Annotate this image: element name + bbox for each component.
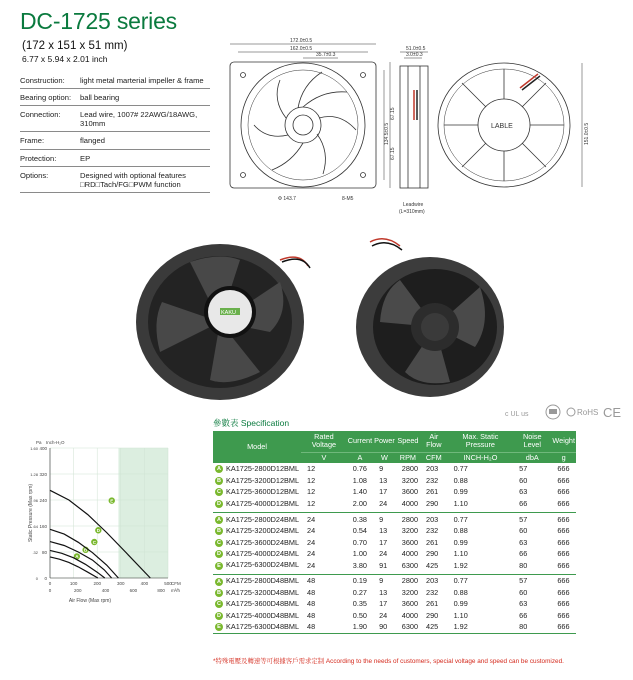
cell-w: 24 (379, 610, 388, 620)
column-unit: A (347, 452, 373, 463)
table-row (213, 598, 576, 609)
cell-w: 13 (379, 526, 388, 536)
column-unit: CFM (420, 452, 448, 463)
cell-v: 12 (307, 487, 316, 497)
curve-badge: E (215, 623, 223, 631)
cell-g: 666 (557, 549, 570, 559)
cell-cfm: 203 (426, 514, 439, 524)
cell-v: 12 (307, 464, 316, 474)
product-photos (130, 232, 510, 412)
y-tick-label: 160 (39, 524, 47, 529)
dimensions-inch: 6.77 x 5.94 x 2.01 inch (22, 54, 108, 64)
x-tick-label-m3h: 200 (74, 588, 82, 593)
cell-p: 0.77 (453, 514, 468, 524)
fan-photo-front (136, 244, 310, 400)
spec-value: light metal marterial impeller & frame (80, 72, 210, 89)
dim-m5: 8-M5 (342, 196, 354, 202)
cell-a: 1.08 (352, 475, 367, 485)
table-row (213, 621, 576, 633)
certification-marks (505, 402, 625, 422)
model-cell (213, 598, 301, 609)
cell-cfm: 290 (426, 549, 439, 559)
y-tick-label-inch: .64 (32, 524, 38, 529)
cell-cfm: 232 (426, 587, 439, 597)
cell-w: 9 (379, 464, 384, 474)
cell-a: 0.54 (352, 526, 367, 536)
cell-w: 9 (379, 576, 384, 586)
cell-w: 13 (379, 587, 388, 597)
curve-badge: D (215, 550, 223, 558)
spec-key: Options: (20, 166, 80, 192)
cell-g: 666 (557, 560, 570, 570)
cell-w: 17 (379, 487, 388, 497)
cell-cfm: 203 (426, 464, 439, 474)
cell-db: 60 (519, 475, 528, 485)
ce-mark-icon (603, 405, 621, 420)
cell-rpm: 3200 (401, 475, 419, 485)
model-cell (213, 559, 301, 570)
model-name: KA1725-3200D48BML (226, 587, 300, 597)
leadwire-label: Leadwire (403, 202, 424, 208)
cell-w: 17 (379, 537, 388, 547)
cell-rpm: 2800 (401, 464, 419, 474)
cell-cfm: 261 (426, 537, 439, 547)
model-cell (213, 498, 301, 509)
model-name: KA1725-3600D24BML (226, 537, 300, 547)
spec-key: Bearing option: (20, 89, 80, 106)
cell-g: 666 (557, 464, 570, 474)
model-name: KA1725-3200D12BML (226, 475, 300, 485)
x-unit-cfm: CFM (171, 581, 181, 586)
table-row (213, 559, 576, 570)
cell-rpm: 3600 (401, 537, 419, 547)
y-tick-label: 80 (41, 550, 47, 555)
x-tick-label: 200 (93, 581, 101, 586)
cell-p: 1.10 (453, 549, 468, 559)
column-header: Max. Static Pressure (448, 431, 514, 452)
cell-g: 666 (557, 487, 570, 497)
cell-a: 1.00 (352, 549, 367, 559)
cell-p: 0.88 (453, 587, 468, 597)
cell-p: 1.92 (448, 621, 514, 633)
cell-g: 666 (557, 498, 570, 508)
cell-rpm: 3600 (401, 487, 419, 497)
model-name: KA1725-4000D48BML (226, 610, 300, 620)
cell-rpm: 3200 (401, 526, 419, 536)
column-unit: W (373, 452, 396, 463)
model-cell (213, 548, 301, 559)
series-label-c: C (92, 539, 96, 545)
cell-w: 13 (379, 475, 388, 485)
dim-51: 51.0±0.5 (406, 46, 426, 52)
cell-v: 48 (307, 610, 316, 620)
table-row (213, 475, 576, 486)
cell-w: 24 (379, 549, 388, 559)
model-name: KA1725-3600D48BML (226, 599, 300, 609)
cell-g: 666 (557, 610, 570, 620)
front-view-drawing (230, 44, 390, 188)
cell-v: 24 (307, 526, 316, 536)
table-row (213, 486, 576, 497)
feature-table (20, 72, 210, 193)
cell-cfm: 425 (426, 560, 439, 570)
model-cell (213, 463, 301, 474)
ul-mark-icon (505, 411, 529, 418)
cell-g: 666 (557, 576, 570, 586)
cell-w: 91 (379, 560, 388, 570)
model-name: KA1725-2800D24BML (226, 514, 300, 524)
cell-v: 24 (307, 549, 316, 559)
page-title: DC-1725 series (20, 8, 177, 34)
cell-a: 0.70 (352, 537, 367, 547)
customization-footnote: *特殊電壓及轉速等可根據客戶需求定制 According to the needs of customers, special voltage and speed can be customized. (213, 658, 564, 665)
table-row (213, 548, 576, 559)
x-tick-label-m3h: 0 (48, 588, 52, 593)
column-unit: dbA (513, 452, 551, 463)
cell-cfm: 232 (426, 526, 439, 536)
spec-row (20, 149, 210, 166)
spec-value: flanged (80, 132, 210, 149)
curve-badge: B (215, 589, 223, 597)
cell-g: 666 (557, 475, 570, 485)
cell-rpm: 6300 (396, 621, 420, 633)
cell-rpm: 4000 (401, 549, 419, 559)
dim-67b: 67.15 (390, 147, 396, 160)
x-tick-label-m3h: 600 (129, 588, 138, 593)
leadwire-length: (L=310mm) (399, 209, 425, 215)
cell-v: 48 (307, 599, 316, 609)
curve-badge: C (215, 600, 223, 608)
cell-g: 666 (557, 526, 570, 536)
curve-badge: A (215, 516, 223, 524)
model-name: KA1725-2800D48BML (226, 576, 300, 586)
cell-g: 666 (557, 514, 570, 524)
y-unit-inch: Inch-H₂O (46, 440, 65, 445)
cell-rpm: 3200 (401, 587, 419, 597)
model-name: KA1725-4000D12BML (226, 498, 300, 508)
model-name: KA1725-3600D12BML (226, 487, 300, 497)
cell-cfm: 261 (426, 599, 439, 609)
model-cell (213, 621, 301, 633)
cell-p: 0.99 (453, 599, 468, 609)
dim-162: 162.0±0.5 (290, 46, 313, 52)
cell-db: 63 (519, 599, 528, 609)
specification-heading: 參數表 Specification (213, 418, 290, 428)
x-axis-title: Air Flow (Max rpm) (68, 598, 112, 604)
cell-db: 66 (519, 498, 528, 508)
y-tick-label-inch: 1.60 (30, 446, 38, 451)
cell-db: 63 (519, 487, 528, 497)
model-cell (213, 536, 301, 547)
x-tick-label-m3h: 400 (101, 588, 110, 593)
cell-a: 0.50 (352, 610, 367, 620)
cell-p: 0.77 (453, 576, 468, 586)
cell-w: 9 (379, 514, 384, 524)
pq-curve-chart (28, 436, 198, 611)
table-row (213, 463, 576, 474)
cell-cfm: 425 (420, 621, 448, 633)
spec-value: ball bearing (80, 89, 210, 106)
cell-a: 0.19 (352, 576, 367, 586)
y-tick-label: 240 (39, 498, 47, 503)
cell-a: 0.27 (352, 587, 367, 597)
cell-rpm: 2800 (401, 514, 419, 524)
rear-label: LABLE (491, 123, 513, 130)
dim-134: 134.5±0.5 (384, 122, 390, 145)
cell-v: 48 (307, 576, 316, 586)
cell-rpm: 3600 (401, 599, 419, 609)
dim-3: 3.0±0.3 (406, 52, 423, 58)
model-cell (213, 610, 301, 621)
y-axis-title: Static Pressure (Max rpm) (28, 483, 34, 543)
x-tick-label: 500 (164, 581, 172, 586)
column-header: Rated Voltage (301, 431, 347, 452)
dimensions-mm: (172 x 151 x 51 mm) (22, 40, 128, 52)
svg-text:RoHS: RoHS (577, 408, 599, 417)
spec-key: Protection: (20, 149, 80, 166)
cell-g: 666 (557, 599, 570, 609)
cell-a: 0.35 (352, 599, 367, 609)
cell-v: 24 (307, 537, 316, 547)
spec-key: Frame: (20, 132, 80, 149)
series-label-d: D (96, 528, 100, 534)
curve-badge: D (215, 500, 223, 508)
spec-value: EP (80, 149, 210, 166)
column-header: Speed (396, 431, 420, 452)
column-unit: V (301, 452, 347, 463)
model-name: KA1725-6300D48BML (226, 622, 300, 632)
y-tick-label-inch: 1.28 (30, 472, 38, 477)
cell-v: 48 (307, 587, 316, 597)
curve-badge: B (215, 477, 223, 485)
x-tick-label: 400 (140, 581, 149, 586)
cell-db: 57 (519, 464, 528, 474)
dim-151: 151.0±0.5 (584, 122, 590, 145)
dim-phi: Φ 143.7 (278, 196, 296, 202)
cell-w: 17 (379, 599, 388, 609)
cell-db: 80 (513, 621, 551, 633)
column-header: Air Flow (420, 431, 448, 452)
curve-badge: D (215, 612, 223, 620)
side-view-drawing (400, 52, 428, 188)
cell-a: 0.76 (352, 464, 367, 474)
curve-badge: C (215, 539, 223, 547)
cell-p: 0.88 (453, 526, 468, 536)
cell-db: 66 (519, 610, 528, 620)
cell-db: 57 (519, 576, 528, 586)
x-tick-label: 0 (48, 581, 52, 586)
curve-badge: E (215, 562, 223, 570)
dim-172: 172.0±0.5 (290, 38, 313, 44)
cell-cfm: 203 (426, 576, 439, 586)
y-tick-label-inch: .96 (32, 498, 38, 503)
cell-db: 60 (519, 526, 528, 536)
spec-key: Construction: (20, 72, 80, 89)
spec-row (20, 89, 210, 106)
column-unit: RPM (396, 452, 420, 463)
dim-67a: 67.15 (390, 107, 396, 120)
cell-w: 24 (379, 498, 388, 508)
cell-cfm: 290 (426, 498, 439, 508)
table-row (213, 498, 576, 509)
column-header: Model (213, 431, 301, 463)
series-label-b: B (83, 547, 88, 553)
cell-rpm: 2800 (401, 576, 419, 586)
model-cell (213, 525, 301, 536)
spec-row (20, 72, 210, 89)
y-tick-label: 0 (44, 576, 47, 581)
spec-value: Designed with optional features □RD□Tach/FG□PWM function (80, 166, 210, 192)
cell-g: 666 (557, 587, 570, 597)
cell-v: 12 (307, 475, 316, 485)
cell-a: 3.80 (352, 560, 367, 570)
cell-db: 80 (519, 560, 528, 570)
photo-brand-label: KAKU (221, 310, 236, 316)
y-tick-label-inch: 0 (35, 576, 38, 581)
cell-p: 1.10 (453, 610, 468, 620)
cell-v: 24 (307, 514, 316, 524)
plot-shade (118, 448, 168, 578)
column-header: Weight (551, 431, 576, 452)
tuv-mark-icon (546, 405, 560, 419)
spec-key: Connection: (20, 106, 80, 132)
model-cell (213, 486, 301, 497)
y-unit-pa: Pa (36, 440, 42, 445)
table-row (213, 536, 576, 547)
svg-text:CE: CE (603, 405, 622, 420)
y-tick-label: 400 (39, 446, 47, 451)
spec-row (20, 106, 210, 132)
cell-db: 57 (519, 514, 528, 524)
spec-value: Lead wire, 1007# 22AWG/18AWG, 310mm (80, 106, 210, 132)
curve-badge: C (215, 488, 223, 496)
cell-v: 24 (307, 560, 316, 570)
cell-a: 0.38 (352, 514, 367, 524)
cell-p: 0.99 (453, 487, 468, 497)
model-name: KA1725-3200D24BML (226, 526, 300, 536)
cell-p: 0.99 (453, 537, 468, 547)
cell-db: 60 (519, 587, 528, 597)
y-tick-label-inch: .32 (32, 550, 38, 555)
series-label-a: A (75, 554, 79, 560)
cell-rpm: 4000 (401, 498, 419, 508)
model-cell (213, 475, 301, 486)
cell-a: 1.40 (352, 487, 367, 497)
cell-db: 66 (519, 549, 528, 559)
technical-drawings (222, 30, 632, 230)
spec-row (20, 166, 210, 192)
curve-badge: A (215, 465, 223, 473)
table-row (213, 513, 576, 525)
column-unit: INCH-H₂O (448, 452, 514, 463)
column-header: Power (373, 431, 396, 452)
cell-a: 1.90 (347, 621, 373, 633)
x-tick-label: 100 (69, 581, 78, 586)
cell-g: 666 (557, 537, 570, 547)
series-label-e: E (110, 498, 114, 504)
model-name: KA1725-4000D24BML (226, 549, 300, 559)
column-unit: g (551, 452, 576, 463)
cell-cfm: 232 (426, 475, 439, 485)
cell-p: 1.92 (453, 560, 468, 570)
spec-row (20, 132, 210, 149)
table-row (213, 575, 576, 587)
cell-w: 90 (373, 621, 396, 633)
x-tick-label-m3h: 800 (157, 588, 165, 593)
model-cell (213, 575, 301, 587)
rohs-mark-icon (567, 408, 598, 417)
cell-cfm: 290 (426, 610, 439, 620)
svg-text:c UL us: c UL us (505, 411, 529, 418)
column-header: Noise Level (513, 431, 551, 452)
model-cell (213, 513, 301, 525)
column-header: Current (347, 431, 373, 452)
cell-p: 0.77 (453, 464, 468, 474)
table-row (213, 587, 576, 598)
y-tick-label: 320 (39, 472, 47, 477)
cell-rpm: 4000 (401, 610, 419, 620)
cell-v: 48 (301, 621, 347, 633)
cell-v: 12 (307, 498, 316, 508)
cell-a: 2.00 (352, 498, 367, 508)
cell-rpm: 6300 (401, 560, 419, 570)
fan-photo-rear (356, 239, 504, 397)
cell-g: 666 (551, 621, 576, 633)
x-unit-m3h: m³/h (171, 588, 180, 593)
model-name: KA1725-6300D24BML (226, 560, 300, 570)
dim-35: 35.7±0.3 (316, 52, 336, 58)
specification-table (213, 431, 576, 634)
curve-badge: B (215, 527, 223, 535)
cell-p: 1.10 (453, 498, 468, 508)
table-row (213, 525, 576, 536)
cell-p: 0.88 (453, 475, 468, 485)
model-cell (213, 587, 301, 598)
cell-cfm: 261 (426, 487, 439, 497)
x-tick-label: 300 (117, 581, 125, 586)
table-row (213, 610, 576, 621)
curve-badge: A (215, 578, 223, 586)
model-name: KA1725-2800D12BML (226, 464, 300, 474)
cell-db: 63 (519, 537, 528, 547)
